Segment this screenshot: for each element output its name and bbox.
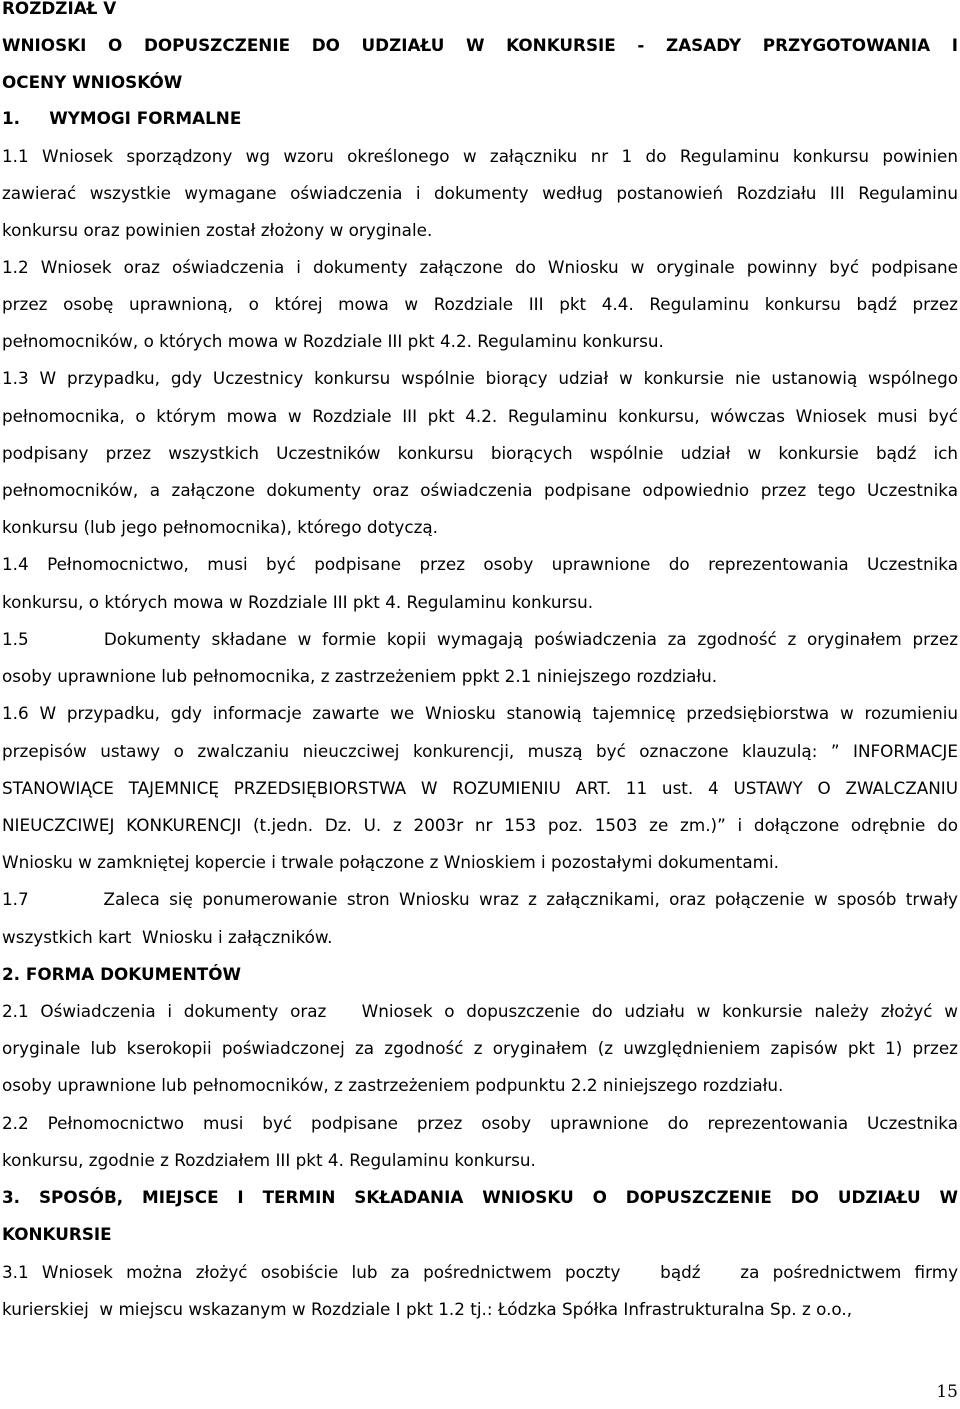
text-line: 2.2 Pełnomocnictwo musi być podpisane przez osoby uprawnione do reprezentowania Uczestnika [2,1113,958,1133]
text-line: oryginale lub kserokopii poświadczonej za zgodność z oryginałem (z uwzględnieniem zapisów pkt 1) przez [2,1038,958,1058]
text-line: 1.3 W przypadku, gdy Uczestnicy konkursu wspólnie biorący udział w konkursie nie ustanowią wspólnego [2,368,958,388]
text-line: konkursu, zgodnie z Rozdziałem III pkt 4. Regulaminu konkursu. [2,1150,536,1170]
text-line: przepisów ustawy o zwalczaniu nieuczciwej konkurencji, muszą być oznaczone klauzulą: ” INFORMACJE [2,741,958,761]
text-line: zawierać wszystkie wymagane oświadczenia i dokumenty według postanowień Rozdziału III Regulaminu [2,183,958,203]
section-heading-3: 3. SPOSÓB, MIEJSCE I TERMIN SKŁADANIA WNIOSKU O DOPUSZCZENIE DO UDZIAŁU W [2,1187,958,1207]
chapter-label: ROZDZIAŁ V [2,0,117,18]
text-line: 1.5 Dokumenty składane w formie kopii wymagają poświadczenia za zgodność z oryginałem przez [2,629,958,649]
text-line: przez osobę uprawnioną, o której mowa w Rozdziale III pkt 4.4. Regulaminu konkursu bądź przez [2,294,958,314]
text-line: kurierskiej w miejscu wskazanym w Rozdziale I pkt 1.2 tj.: Łódzka Spółka Infrastrukturalna Sp. z o.o., [2,1299,853,1319]
text-line: 1.2 Wniosek oraz oświadczenia i dokumenty załączone do Wniosku w oryginale powinny być podpisane [2,257,958,277]
text-line: 1.1 Wniosek sporządzony wg wzoru określonego w załączniku nr 1 do Regulaminu konkursu powinien [2,146,958,166]
text-line: wszystkich kart Wniosku i załączników. [2,927,333,947]
text-line: 2.1 Oświadczenia i dokumenty oraz Wniosek o dopuszczenie do udziału w konkursie należy złożyć w [2,1001,958,1021]
text-line: konkursu (lub jego pełnomocnika), którego dotyczą. [2,517,439,537]
text-line: osoby uprawnione lub pełnomocników, z zastrzeżeniem podpunktu 2.2 niniejszego rozdziału. [2,1075,784,1095]
text-line: konkursu, o których mowa w Rozdziale III pkt 4. Regulaminu konkursu. [2,592,594,612]
page-number: 15 [936,1382,958,1402]
text-line: pełnomocnika, o którym mowa w Rozdziale III pkt 4.2. Regulaminu konkursu, wówczas Wniosek musi być [2,406,958,426]
section-heading-3: KONKURSIE [2,1224,112,1244]
text-line: podpisany przez wszystkich Uczestników konkursu biorących wspólnie udział w konkursie bądź ich [2,443,958,463]
text-line: konkursu oraz powinien został złożony w oryginale. [2,220,433,240]
text-line: STANOWIĄCE TAJEMNICĘ PRZEDSIĘBIORSTWA W ROZUMIENIU ART. 11 ust. 4 USTAWY O ZWALCZANIU [2,778,958,798]
section-heading-2: 2. FORMA DOKUMENTÓW [2,964,242,984]
text-line: pełnomocników, o których mowa w Rozdziale III pkt 4.2. Regulaminu konkursu. [2,331,664,351]
text-line: 3.1 Wniosek można złożyć osobiście lub za pośrednictwem poczty bądź za pośrednictwem firmy [2,1262,958,1282]
section-heading-1: 1. WYMOGI FORMALNE [2,108,242,128]
text-line: 1.4 Pełnomocnictwo, musi być podpisane przez osoby uprawnione do reprezentowania Uczestnika [2,554,958,574]
text-line: pełnomocników, a załączone dokumenty oraz oświadczenia podpisane odpowiednio przez tego Uczestnika [2,480,958,500]
chapter-title-line: WNIOSKI O DOPUSZCZENIE DO UDZIAŁU W KONKURSIE - ZASADY PRZYGOTOWANIA I [2,35,958,55]
text-line: NIEUCZCIWEJ KONKURENCJI (t.jedn. Dz. U. z 2003r nr 153 poz. 1503 ze zm.)” i dołączone odrębnie do [2,815,958,835]
chapter-title-line: OCENY WNIOSKÓW [2,72,183,92]
text-line: Wniosku w zamkniętej kopercie i trwale połączone z Wnioskiem i pozostałymi dokumentami. [2,852,779,872]
text-line: 1.7 Zaleca się ponumerowanie stron Wniosku wraz z załącznikami, oraz połączenie w sposób trwały [2,889,958,909]
text-line: 1.6 W przypadku, gdy informacje zawarte we Wniosku stanowią tajemnicę przedsiębiorstwa w rozumieniu [2,703,958,723]
text-line: osoby uprawnione lub pełnomocnika, z zastrzeżeniem ppkt 2.1 niniejszego rozdziału. [2,666,718,686]
